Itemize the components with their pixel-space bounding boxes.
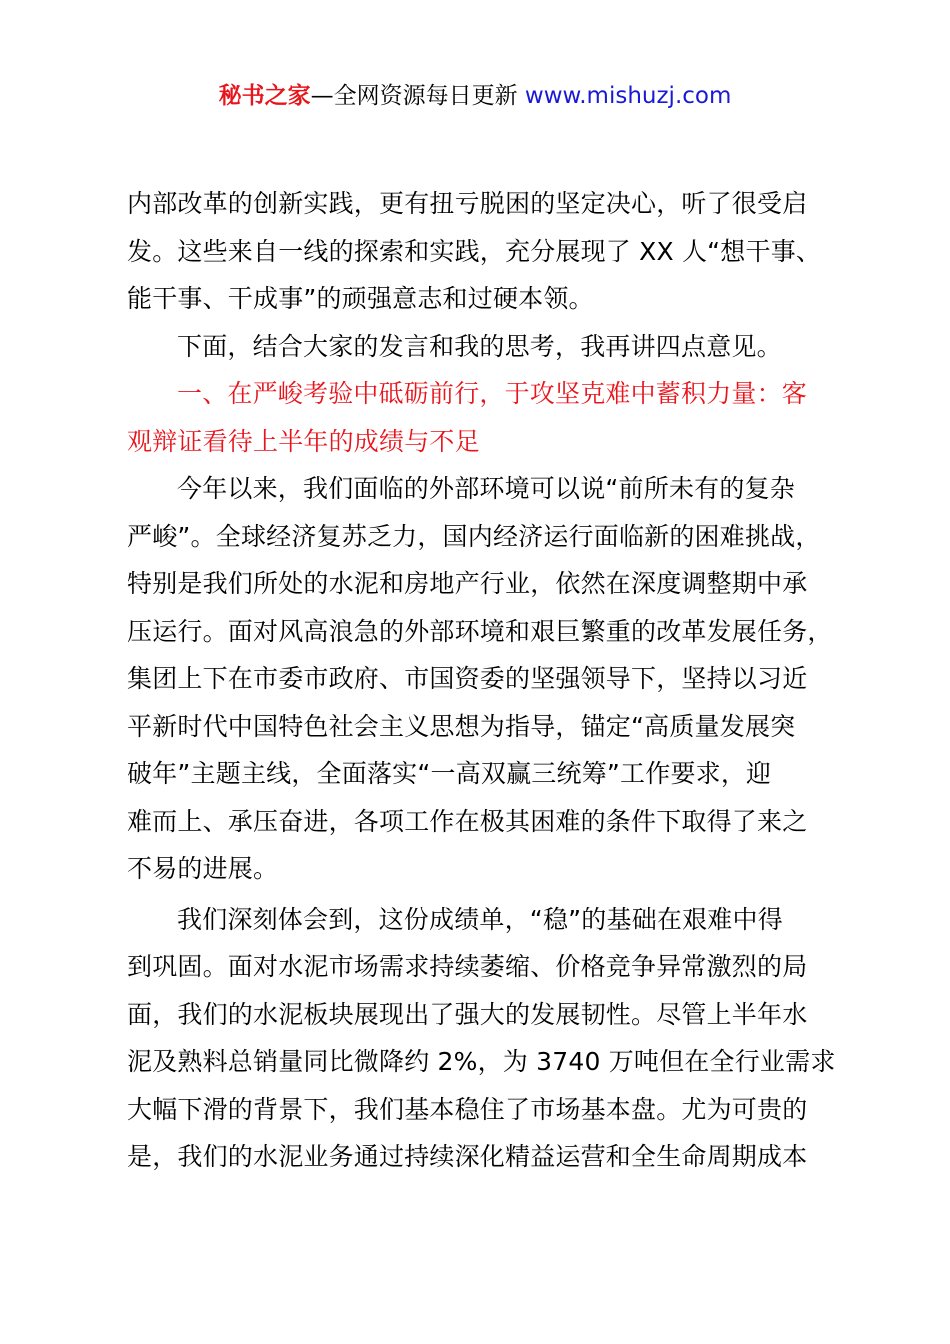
site-header	[0, 80, 950, 112]
document-body	[127, 180, 861, 1181]
site-url-link[interactable]: www.mishuzj.com	[524, 83, 732, 109]
body-line: 能干事、干成事”的顽强意志和过硬本领。	[127, 284, 594, 313]
body-line: 是，我们的水泥业务通过持续深化精益运营和全生命周期成本	[127, 1142, 808, 1171]
paragraph-start-line: 今年以来，我们面临的外部环境可以说“前所未有的复杂	[177, 474, 795, 503]
site-tagline: —全网资源每日更新	[310, 83, 525, 109]
body-line: 集团上下在市委市政府、市国资委的坚强领导下，坚持以习近	[127, 664, 808, 693]
paragraph-start-line: 下面，结合大家的发言和我的思考，我再讲四点意见。	[177, 331, 782, 361]
body-line: 泥及熟料总销量同比微降约 2%，为 3740 万吨但在全行业需求	[127, 1047, 836, 1076]
body-line: 压运行。面对风高浪急的外部环境和艰巨繁重的改革发展任务，	[127, 616, 833, 646]
body-line: 面，我们的水泥板块展现出了强大的发展韧性。尽管上半年水	[127, 999, 808, 1029]
body-line: 发。这些来自一线的探索和实践，充分展现了 XX 人“想干事、	[127, 236, 822, 266]
body-line: 内部改革的创新实践，更有扭亏脱困的坚定决心，听了很受启	[127, 189, 808, 218]
body-line: 严峻”。全球经济复苏乏力，国内经济运行面临新的困难挑战，	[127, 521, 821, 551]
body-line: 到巩固。面对水泥市场需求持续萎缩、价格竞争异常激烈的局	[127, 952, 808, 981]
body-line: 难而上、承压奋进，各项工作在极其困难的条件下取得了来之	[127, 806, 808, 836]
body-line: 特别是我们所处的水泥和房地产行业，依然在深度调整期中承	[127, 569, 808, 598]
paragraph-start-line: 我们深刻体会到，这份成绩单，“稳”的基础在艰难中得	[177, 904, 783, 934]
site-brand: 秘书之家	[218, 83, 311, 109]
body-line: 不易的进展。	[127, 854, 279, 883]
section-heading-line: 观辩证看待上半年的成绩与不足	[127, 426, 480, 456]
section-heading-line: 一、在严峻考验中砥砺前行，于攻坚克难中蓄积力量：客	[177, 379, 808, 408]
body-line: 平新时代中国特色社会主义思想为指导，锚定“高质量发展突	[127, 711, 796, 741]
body-line: 大幅下滑的背景下，我们基本稳住了市场基本盘。尤为可贵的	[127, 1094, 808, 1124]
body-line: 破年”主题主线，全面落实“一高双赢三统筹”工作要求，迎	[127, 759, 772, 788]
